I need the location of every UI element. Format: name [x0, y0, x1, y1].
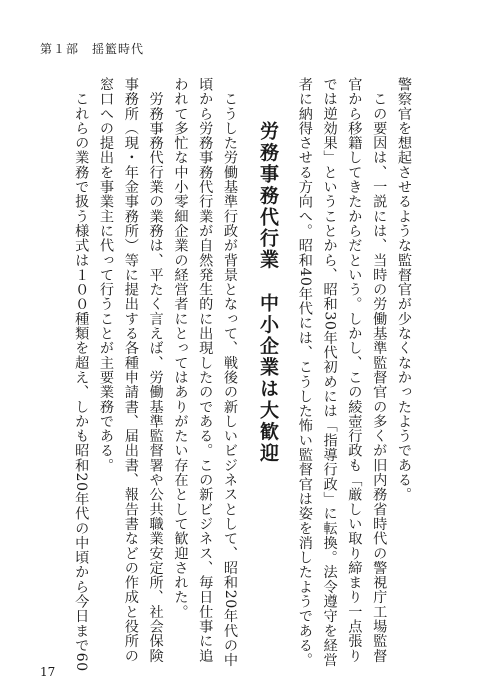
body-line: こうした労働基準行政が背景となって、戦後の新しいビジネスとして、昭和20年代の中: [222, 77, 239, 668]
section-heading-wrap: [256, 77, 280, 637]
body-line: 事務所（現・年金事務所）等に提出する各種申請書、届出書、報告書などの作成と役所の: [122, 77, 139, 663]
body-line: これらの業務で扱う様式は１００種類を超え、しかも昭和20年代の中頃から今日まで60: [73, 77, 90, 672]
running-head: 第１部 揺籃時代: [40, 42, 145, 56]
section-heading-part-1: 労務事務代行業: [257, 121, 280, 271]
body-line: 警察官を想起させるような監督官が少なくなかったようである。: [396, 77, 412, 502]
body-line: では逆効果」ということから、昭和30年代初めには「指導行政」に転換。法令遵守を経営: [321, 77, 338, 668]
body-line: 者に納得させる方向へ。昭和40年代には、こうした怖い監督官は姿を消したようである。: [296, 77, 313, 668]
section-heading-part-2: 中小企業は大歓迎: [257, 292, 280, 465]
body-line: 労務事務代行業の業務は、平たく言えば、労働基準監督署や公共職業安定所、社会保険: [147, 77, 164, 663]
body-line: 窓口への提出を事業主に代って行うことが主要業務である。: [98, 77, 115, 473]
page-number: 17: [40, 665, 56, 679]
body-line: 官から移籍してきたからだという。しかし、この綾壺行政も「厳しい取り締まり一点張り: [346, 77, 363, 663]
section-heading: [256, 121, 280, 637]
body-line: われて多忙な中小零細企業の経営者にとってはありがたい存在として歓迎された。: [172, 77, 189, 620]
body-line: 頃から労務事務代行業が自然発生的に出現したのである。この新ビジネス、毎日仕事に追: [197, 77, 214, 663]
body-line: この要因は、一説には、当時の労働基準監督官の多くが旧内務省時代の警視庁工場監督: [371, 77, 388, 663]
body-text: [68, 77, 416, 672]
